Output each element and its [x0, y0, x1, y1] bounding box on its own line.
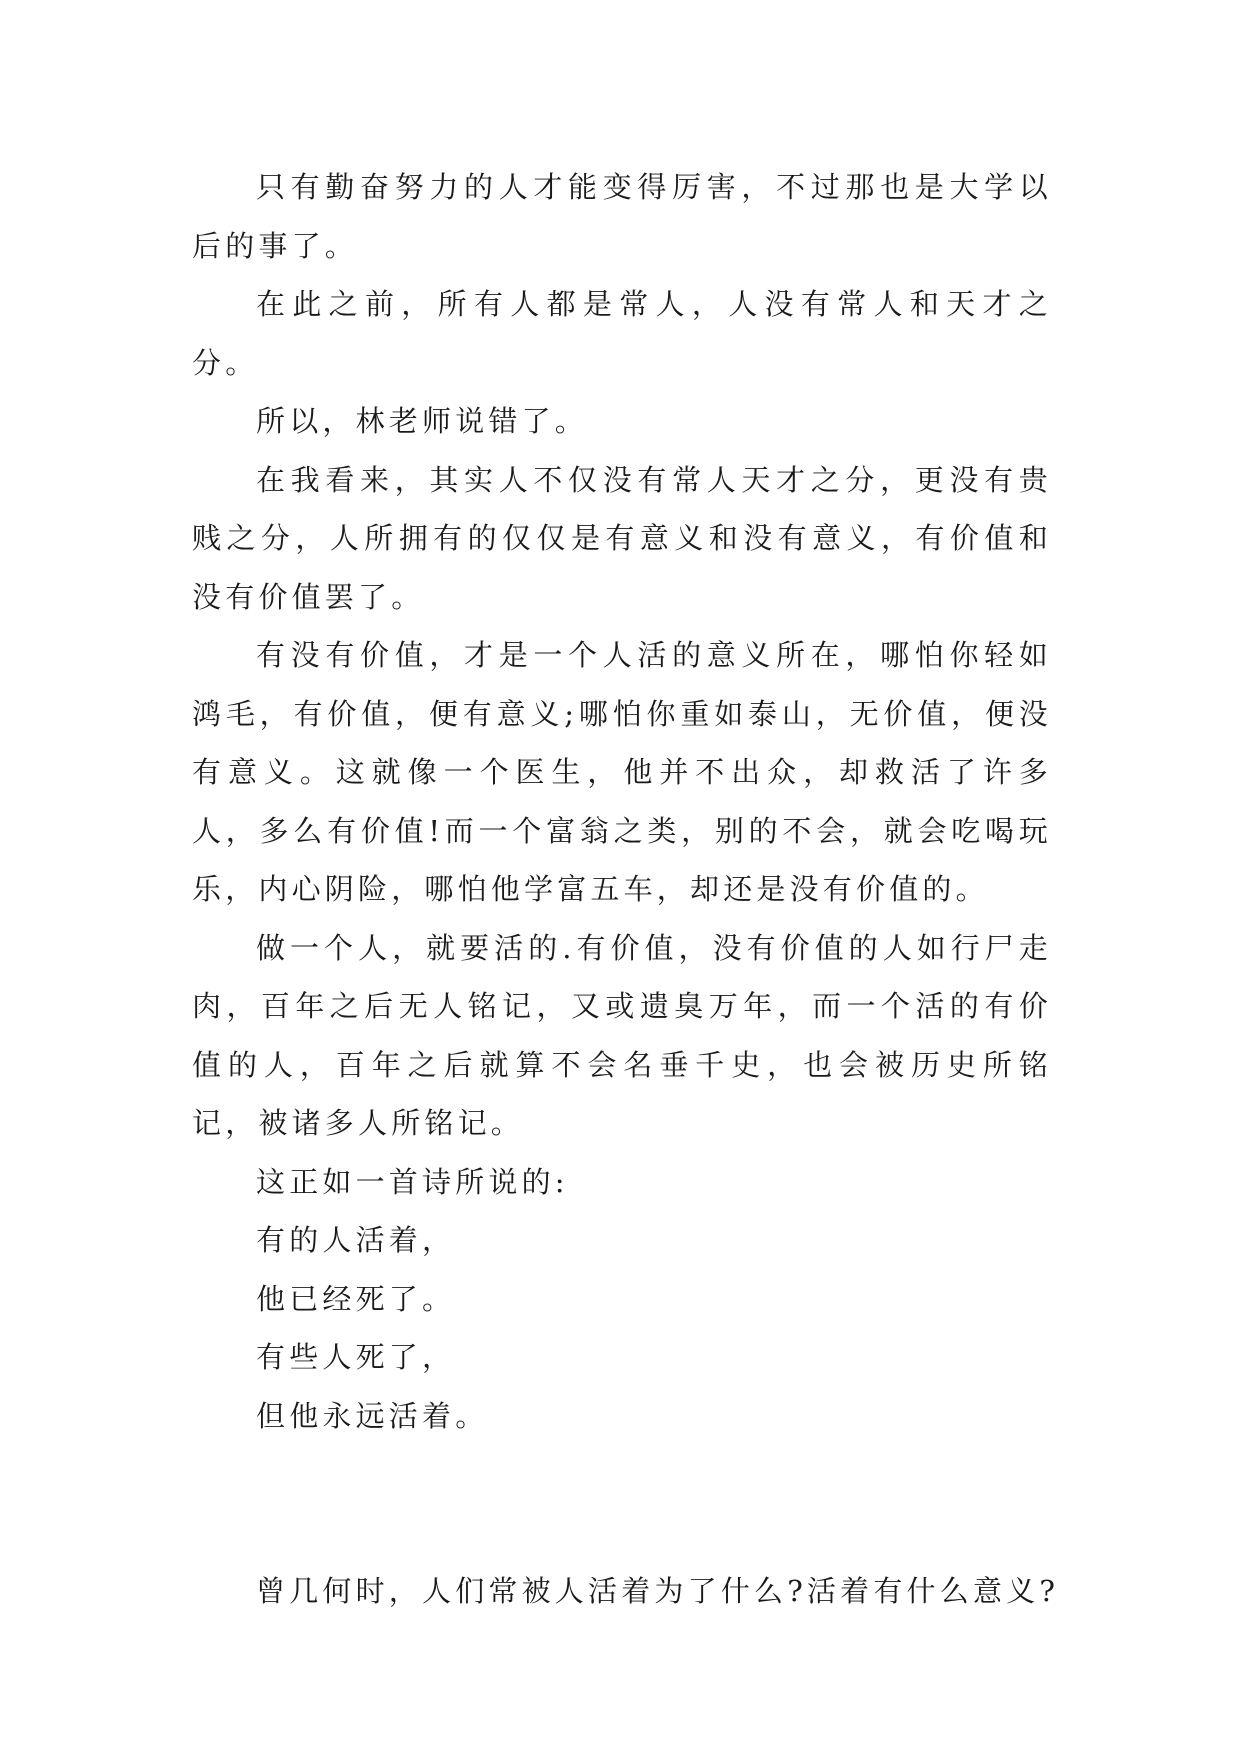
paragraph: 所以，林老师说错了。 [256, 404, 589, 438]
paragraph: 在我看来，其实人不仅没有常人天才之分，更没有贵贱之分，人所拥有的仅仅是有意义和没有意义，有价值和没有价值罢了。 [192, 462, 1052, 614]
paragraph: 有没有价值，才是一个人活的意义所在，哪怕你轻如鸿毛，有价值，便有意义;哪怕你重如泰山，无价值，便没有意义。这就像一个医生，他并不出众，却救活了许多人，多么有价值!而一个富翁之类，别的不会，就会吃喝玩乐，内心阴险，哪怕他学富五车，却还是没有价值的。 [192, 638, 1052, 906]
poem-line: 有些人死了， [256, 1340, 456, 1374]
document-body [192, 158, 1060, 1621]
paragraph: 这正如一首诗所说的: [256, 1164, 569, 1199]
paragraph: 只有勤奋努力的人才能变得厉害，不过那也是大学以后的事了。 [192, 170, 1052, 263]
poem-line: 他已经死了。 [256, 1281, 456, 1316]
paragraph: 在此之前，所有人都是常人，人没有常人和天才之分。 [192, 287, 1052, 380]
closing-paragraph: 曾几何时，人们常被人活着为了什么?活着有什么意义? [256, 1574, 1060, 1608]
paragraph: 做一个人，就要活的.有价值，没有价值的人如行尸走肉，百年之后无人铭记，又或遗臭万年，而一个活的有价值的人，百年之后就算不会名垂千史，也会被历史所铭记，被诸多人所铭记。 [192, 930, 1052, 1140]
poem-line: 但他永远活着。 [256, 1398, 489, 1433]
section-gap [192, 1445, 1052, 1562]
poem-line: 有的人活着， [256, 1223, 456, 1257]
